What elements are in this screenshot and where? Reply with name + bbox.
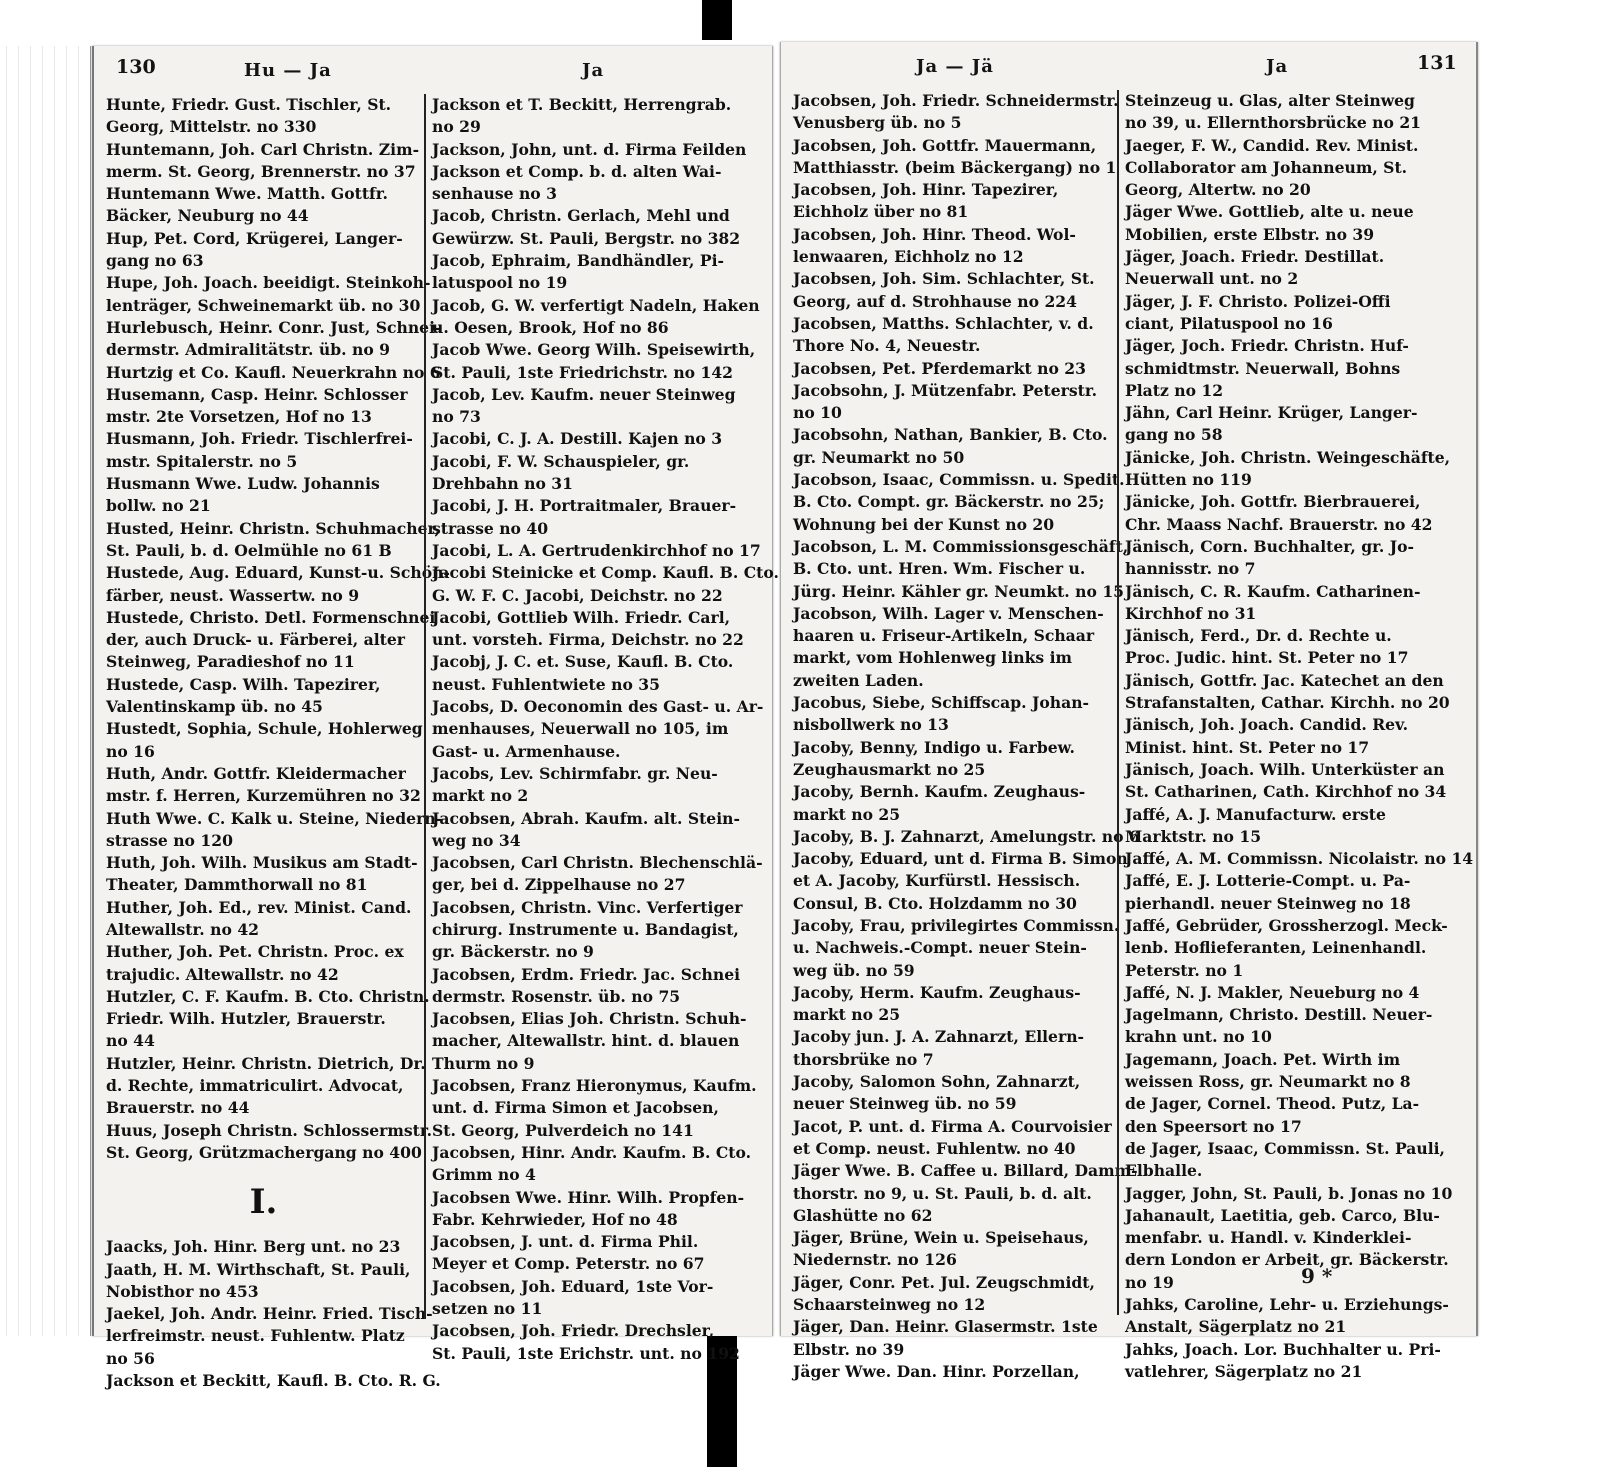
directory-line: Georg, auf d. Strohhause no 224 bbox=[793, 291, 1077, 311]
directory-line: Huth, Joh. Wilh. Musikus am Stadt- bbox=[106, 853, 418, 873]
directory-line: Jacobsen, Franz Hieronymus, Kaufm. bbox=[432, 1076, 757, 1096]
directory-line: nisbollwerk no 13 bbox=[793, 715, 949, 735]
directory-line: Hustede, Casp. Wilh. Tapezirer, bbox=[106, 674, 381, 694]
directory-line: Jacobj, J. C. et. Suse, Kaufl. B. Cto. bbox=[432, 652, 734, 672]
directory-line: Husmann, Joh. Friedr. Tischlerfrei- bbox=[106, 429, 413, 449]
directory-line: no 39, u. Ellernthorsbrücke no 21 bbox=[1125, 113, 1422, 133]
directory-line: Hustedt, Sophia, Schule, Hohlerweg bbox=[106, 719, 423, 739]
directory-line: Meyer et Comp. Peterstr. no 67 bbox=[432, 1254, 705, 1274]
directory-line: St. Georg, Grützmachergang no 400 bbox=[106, 1142, 422, 1162]
directory-line: Schaarsteinweg no 12 bbox=[793, 1295, 986, 1315]
directory-line: Jacoby, Herm. Kaufm. Zeughaus- bbox=[793, 982, 1081, 1002]
directory-line: dermstr. Rosenstr. üb. no 75 bbox=[432, 986, 681, 1006]
directory-line: Jänicke, Joh. Gottfr. Bierbrauerei, bbox=[1125, 492, 1421, 512]
directory-line: Zeughausmarkt no 25 bbox=[793, 759, 986, 779]
directory-line: weg üb. no 59 bbox=[793, 960, 915, 980]
column-header: Ja bbox=[1266, 56, 1289, 77]
directory-line: Jacoby, Frau, privilegirtes Commissn. bbox=[793, 915, 1120, 935]
book-page-edges bbox=[0, 46, 91, 1336]
running-header: Ja — Jä bbox=[916, 56, 994, 77]
left-page-column-2 bbox=[424, 94, 779, 1363]
directory-line: Jürg. Heinr. Kähler gr. Neumkt. no 15 bbox=[793, 581, 1125, 601]
directory-line: mstr. Spitalerstr. no 5 bbox=[106, 451, 298, 471]
directory-line: Jacobi, Gottlieb Wilh. Friedr. Carl, bbox=[432, 607, 731, 627]
directory-line: Jacobus, Siebe, Schiffscap. Johan- bbox=[793, 693, 1090, 713]
directory-line: gr. Neumarkt no 50 bbox=[793, 447, 965, 467]
directory-line: bollw. no 21 bbox=[106, 496, 211, 516]
page-number: 131 bbox=[1417, 52, 1457, 74]
gutter-shadow-top bbox=[702, 0, 732, 40]
directory-line: Elbhalle. bbox=[1125, 1161, 1203, 1181]
directory-line: Jaekel, Joh. Andr. Heinr. Fried. Tisch- bbox=[106, 1304, 433, 1324]
directory-line: dermstr. Admiralitätstr. üb. no 9 bbox=[106, 340, 391, 360]
directory-line: unt. vorsteh. Firma, Deichstr. no 22 bbox=[432, 630, 744, 650]
directory-line: Huntemann, Joh. Carl Christn. Zim- bbox=[106, 139, 420, 159]
entry-list bbox=[432, 94, 779, 1365]
directory-line: B. Cto. unt. Hren. Wm. Fischer u. bbox=[793, 559, 1086, 579]
directory-line: setzen no 11 bbox=[432, 1299, 543, 1319]
directory-line: hannisstr. no 7 bbox=[1125, 559, 1256, 579]
directory-line: lenb. Hoflieferanten, Leinenhandl. bbox=[1125, 938, 1427, 958]
directory-line: Consul, B. Cto. Holzdamm no 30 bbox=[793, 893, 1077, 913]
directory-line: Jahks, Joach. Lor. Buchhalter u. Pri- bbox=[1125, 1339, 1441, 1359]
directory-line: Jacobi, F. W. Schauspieler, gr. bbox=[432, 451, 690, 471]
directory-line: d. Rechte, immatriculirt. Advocat, bbox=[106, 1076, 404, 1096]
directory-line: senhause no 3 bbox=[432, 184, 557, 204]
directory-line: St. Pauli, 1ste Erichstr. unt. no 192 bbox=[432, 1343, 740, 1363]
directory-line: Jacob Wwe. Georg Wilh. Speisewirth, bbox=[432, 340, 756, 360]
directory-line: Marktstr. no 15 bbox=[1125, 826, 1262, 846]
directory-line: trajudic. Altewallstr. no 42 bbox=[106, 964, 339, 984]
directory-line: Huus, Joseph Christn. Schlossermstr. bbox=[106, 1120, 433, 1140]
directory-line: Jacobsen, Elias Joh. Christn. Schuh- bbox=[432, 1009, 747, 1029]
directory-line: Jacobsen, Joh. Hinr. Theod. Wol- bbox=[793, 224, 1076, 244]
directory-line: Jacobson, L. M. Commissionsgeschäft, bbox=[793, 536, 1129, 556]
directory-line: Glashütte no 62 bbox=[793, 1205, 933, 1225]
directory-line: Jänisch, Corn. Buchhalter, gr. Jo- bbox=[1125, 536, 1415, 556]
directory-line: Huther, Joh. Ed., rev. Minist. Cand. bbox=[106, 897, 412, 917]
directory-line: vatlehrer, Sägerplatz no 21 bbox=[1125, 1361, 1363, 1381]
directory-line: Hupe, Joh. Joach. beeidigt. Steinkoh- bbox=[106, 273, 431, 293]
directory-line: gr. Bäckerstr. no 9 bbox=[432, 942, 594, 962]
directory-line: pierhandl. neuer Steinweg no 18 bbox=[1125, 893, 1411, 913]
directory-line: merm. St. Georg, Brennerstr. no 37 bbox=[106, 161, 416, 181]
directory-line: G. W. F. C. Jacobi, Deichstr. no 22 bbox=[432, 585, 723, 605]
directory-line: Jäger, J. F. Christo. Polizei-Offi bbox=[1125, 291, 1391, 311]
directory-line: de Jager, Cornel. Theod. Putz, La- bbox=[1125, 1094, 1420, 1114]
directory-line: Jacobsen, Hinr. Andr. Kaufm. B. Cto. bbox=[432, 1142, 752, 1162]
entry-list bbox=[106, 1236, 441, 1392]
directory-line: no 19 bbox=[1125, 1272, 1174, 1292]
directory-line: et A. Jacoby, Kurfürstl. Hessisch. bbox=[793, 871, 1081, 891]
directory-line: Jacobsen Wwe. Hinr. Wilh. Propfen- bbox=[432, 1187, 745, 1207]
directory-line: Jacobsen, Christn. Vinc. Verfertiger bbox=[432, 897, 743, 917]
directory-line: Jaffé, Gebrüder, Grossherzogl. Meck- bbox=[1125, 915, 1448, 935]
section-letter: I. bbox=[249, 1182, 278, 1223]
directory-line: Jackson et Comp. b. d. alten Wai- bbox=[432, 161, 722, 181]
directory-line: Jaeger, F. W., Candid. Rev. Minist. bbox=[1125, 135, 1419, 155]
directory-line: gang no 63 bbox=[106, 251, 204, 271]
directory-line: St. Catharinen, Cath. Kirchhof no 34 bbox=[1125, 782, 1447, 802]
directory-line: Husmann Wwe. Ludw. Johannis bbox=[106, 474, 380, 494]
directory-line: Jacobsen, Erdm. Friedr. Jac. Schnei bbox=[432, 964, 741, 984]
directory-line: Hurlebusch, Heinr. Conr. Just, Schnei- bbox=[106, 317, 442, 337]
directory-line: Jacobsen, Carl Christn. Blechenschlä- bbox=[432, 853, 763, 873]
directory-line: Jackson, John, unt. d. Firma Feilden bbox=[432, 139, 747, 159]
directory-line: Huntemann Wwe. Matth. Gottfr. bbox=[106, 184, 388, 204]
directory-line: Jacobsen, Joh. Hinr. Tapezirer, bbox=[793, 180, 1059, 200]
directory-line: strasse no 40 bbox=[432, 518, 549, 538]
running-header: Hu — Ja bbox=[244, 60, 332, 81]
directory-line: Jäger, Joach. Friedr. Destillat. bbox=[1125, 247, 1385, 267]
entry-list bbox=[793, 90, 1140, 1383]
directory-line: Jänisch, C. R. Kaufm. Catharinen- bbox=[1125, 581, 1421, 601]
directory-line: Jänisch, Joh. Joach. Candid. Rev. bbox=[1125, 715, 1409, 735]
directory-line: Thurm no 9 bbox=[432, 1053, 535, 1073]
right-page-column-1 bbox=[793, 90, 1140, 1383]
directory-line: Jacobs, D. Oeconomin des Gast- u. Ar- bbox=[432, 697, 764, 717]
directory-line: Jacobsen, Abrah. Kaufm. alt. Stein- bbox=[432, 808, 740, 828]
directory-line: Hütten no 119 bbox=[1125, 470, 1252, 490]
directory-line: chirurg. Instrumente u. Bandagist, bbox=[432, 919, 739, 939]
directory-line: Jacobson, Wilh. Lager v. Menschen- bbox=[793, 603, 1104, 623]
directory-line: St. Pauli, 1ste Friedrichstr. no 142 bbox=[432, 362, 734, 382]
directory-line: Hutzler, Heinr. Christn. Dietrich, Dr. bbox=[106, 1053, 426, 1073]
directory-line: St. Pauli, b. d. Oelmühle no 61 B bbox=[106, 540, 392, 560]
left-page bbox=[92, 46, 779, 1391]
directory-line: Huth Wwe. C. Kalk u. Steine, Niedern- bbox=[106, 808, 443, 828]
right-page bbox=[780, 42, 1478, 1381]
page-number: 130 bbox=[116, 56, 156, 78]
directory-line: no 10 bbox=[793, 403, 842, 423]
directory-line: St. Georg, Pulverdeich no 141 bbox=[432, 1120, 694, 1140]
directory-line: Nobisthor no 453 bbox=[106, 1281, 259, 1301]
directory-line: Eichholz über no 81 bbox=[793, 202, 969, 222]
directory-line: Georg, Mittelstr. no 330 bbox=[106, 117, 317, 137]
directory-line: Neuerwall unt. no 2 bbox=[1125, 269, 1299, 289]
signature-mark: 9 * bbox=[1301, 1264, 1333, 1288]
directory-line: Elbstr. no 39 bbox=[793, 1339, 905, 1359]
directory-line: Hustede, Aug. Eduard, Kunst-u. Schön- bbox=[106, 563, 450, 583]
directory-line: Jäger Wwe. Dan. Hinr. Porzellan, bbox=[793, 1361, 1080, 1381]
directory-line: Jahanault, Laetitia, geb. Carco, Blu- bbox=[1125, 1205, 1440, 1225]
directory-line: u. Nachweis.-Compt. neuer Stein- bbox=[793, 938, 1087, 958]
directory-line: Jacoby jun. J. A. Zahnarzt, Ellern- bbox=[793, 1027, 1085, 1047]
directory-line: der, auch Druck- u. Färberei, alter bbox=[106, 630, 405, 650]
directory-line: Venusberg üb. no 5 bbox=[793, 113, 962, 133]
directory-line: Jacobsen, Joh. Friedr. Schneidermstr. bbox=[793, 91, 1119, 110]
directory-line: lenwaaren, Eichholz no 12 bbox=[793, 247, 1024, 267]
directory-line: no 29 bbox=[432, 117, 481, 137]
directory-line: Kirchhof no 31 bbox=[1125, 603, 1257, 623]
directory-line: Jagger, John, St. Pauli, b. Jonas no 10 bbox=[1125, 1183, 1453, 1203]
directory-line: Jackson et T. Beckitt, Herrengrab. bbox=[432, 95, 732, 114]
directory-line: Jacobi Steinicke et Comp. Kaufl. B. Cto. bbox=[432, 563, 779, 583]
directory-line: Jacobsen, Joh. Eduard, 1ste Vor- bbox=[432, 1276, 714, 1296]
directory-line: Valentinskamp üb. no 45 bbox=[106, 697, 323, 717]
directory-line: no 44 bbox=[106, 1031, 155, 1051]
directory-line: Jänisch, Gottfr. Jac. Katechet an den bbox=[1125, 670, 1444, 690]
directory-line: Jacob, G. W. verfertigt Nadeln, Haken bbox=[432, 295, 760, 315]
directory-line: unt. d. Firma Simon et Jacobsen, bbox=[432, 1098, 719, 1118]
directory-line: Chr. Maass Nachf. Brauerstr. no 42 bbox=[1125, 514, 1433, 534]
directory-line: Jänicke, Joh. Christn. Weingeschäfte, bbox=[1125, 447, 1451, 467]
directory-line: Huth, Andr. Gottfr. Kleidermacher bbox=[106, 763, 406, 783]
directory-line: Jacob, Ephraim, Bandhändler, Pi- bbox=[432, 251, 724, 271]
directory-line: Steinweg, Paradieshof no 11 bbox=[106, 652, 355, 672]
directory-line: Platz no 12 bbox=[1125, 380, 1224, 400]
directory-line: weissen Ross, gr. Neumarkt no 8 bbox=[1125, 1072, 1411, 1092]
directory-line: thorstr. no 9, u. St. Pauli, b. d. alt. bbox=[793, 1183, 1092, 1203]
directory-line: menfabr. u. Handl. v. Kinderklei- bbox=[1125, 1228, 1412, 1248]
directory-line: mstr. f. Herren, Kurzemühren no 32 bbox=[106, 786, 421, 806]
directory-line: Hutzler, C. F. Kaufm. B. Cto. Christn. bbox=[106, 986, 430, 1006]
directory-line: Jäger Wwe. Gottlieb, alte u. neue bbox=[1125, 202, 1414, 222]
directory-line: Jacob, Lev. Kaufm. neuer Steinweg bbox=[432, 384, 736, 404]
directory-line: lerfreimstr. neust. Fuhlentw. Platz bbox=[106, 1326, 405, 1346]
directory-line: markt, vom Hohlenweg links im bbox=[793, 648, 1073, 668]
directory-line: Jacoby, Bernh. Kaufm. Zeughaus- bbox=[793, 782, 1086, 802]
directory-line: Georg, Altertw. no 20 bbox=[1125, 180, 1311, 200]
directory-line: latuspool no 19 bbox=[432, 273, 568, 293]
directory-line: Altewallstr. no 42 bbox=[106, 919, 260, 939]
directory-line: Theater, Dammthorwall no 81 bbox=[106, 875, 368, 895]
directory-line: Jacobsen, Joh. Gottfr. Mauermann, bbox=[793, 135, 1097, 155]
directory-line: Gewürzw. St. Pauli, Bergstr. no 382 bbox=[432, 228, 741, 248]
directory-line: dern London er Arbeit, gr. Bäckerstr. bbox=[1125, 1250, 1449, 1270]
column-header: Ja bbox=[582, 60, 605, 81]
directory-line: Huther, Joh. Pet. Christn. Proc. ex bbox=[106, 942, 404, 962]
directory-line: menhauses, Neuerwall no 105, im bbox=[432, 719, 729, 739]
directory-line: Jäger, Brüne, Wein u. Speisehaus, bbox=[793, 1228, 1089, 1248]
directory-line: Jagemann, Joach. Pet. Wirth im bbox=[1125, 1049, 1401, 1069]
directory-line: markt no 2 bbox=[432, 786, 529, 806]
directory-line: Wohnung bei der Kunst no 20 bbox=[793, 514, 1055, 534]
directory-line: den Speersort no 17 bbox=[1125, 1116, 1302, 1136]
directory-line: Thore No. 4, Neuestr. bbox=[793, 336, 981, 356]
directory-line: zweiten Laden. bbox=[793, 670, 924, 690]
directory-line: Jacobson, Isaac, Commissn. u. Spedit. bbox=[793, 470, 1125, 490]
directory-line: neust. Fuhlentwiete no 35 bbox=[432, 674, 660, 694]
directory-line: Jacobi, J. H. Portraitmaler, Brauer- bbox=[432, 496, 737, 516]
directory-line: Minist. hint. St. Peter no 17 bbox=[1125, 737, 1370, 757]
directory-line: Jacobi, L. A. Gertrudenkirchhof no 17 bbox=[432, 540, 761, 560]
directory-line: färber, neust. Wassertw. no 9 bbox=[106, 585, 360, 605]
directory-line: Jahks, Caroline, Lehr- u. Erziehungs- bbox=[1125, 1295, 1449, 1315]
directory-line: Jäger, Joch. Friedr. Christn. Huf- bbox=[1125, 336, 1409, 356]
directory-line: Jacobsohn, Nathan, Bankier, B. Cto. bbox=[793, 425, 1108, 445]
directory-line: Jacoby, Benny, Indigo u. Farbew. bbox=[793, 737, 1075, 757]
directory-line: Mobilien, erste Elbstr. no 39 bbox=[1125, 224, 1375, 244]
directory-line: Husemann, Casp. Heinr. Schlosser bbox=[106, 384, 408, 404]
directory-line: u. Oesen, Brook, Hof no 86 bbox=[432, 317, 669, 337]
directory-line: Anstalt, Sägerplatz no 21 bbox=[1125, 1317, 1347, 1337]
directory-line: no 73 bbox=[432, 407, 481, 427]
directory-line: ger, bei d. Zippelhause no 27 bbox=[432, 875, 686, 895]
directory-line: Jacot, P. unt. d. Firma A. Courvoisier bbox=[793, 1116, 1112, 1136]
directory-line: Jacobsen, Matths. Schlachter, v. d. bbox=[793, 313, 1094, 333]
directory-line: Jacoby, B. J. Zahnarzt, Amelungstr. no 6 bbox=[793, 826, 1140, 846]
directory-line: B. Cto. Compt. gr. Bäckerstr. no 25; bbox=[793, 492, 1105, 512]
directory-line: Jackson et Beckitt, Kaufl. B. Cto. R. G. bbox=[106, 1371, 441, 1391]
directory-line: Fabr. Kehrwieder, Hof no 48 bbox=[432, 1209, 678, 1229]
directory-line: mstr. 2te Vorsetzen, Hof no 13 bbox=[106, 407, 372, 427]
directory-line: Jänisch, Joach. Wilh. Unterküster an bbox=[1125, 759, 1445, 779]
directory-line: strasse no 120 bbox=[106, 830, 233, 850]
directory-line: schmidtmstr. Neuerwall, Bohns bbox=[1125, 358, 1401, 378]
directory-line: Collaborator am Johanneum, St. bbox=[1125, 157, 1408, 177]
directory-line: Brauerstr. no 44 bbox=[106, 1098, 250, 1118]
directory-line: markt no 25 bbox=[793, 804, 901, 824]
directory-line: neuer Steinweg üb. no 59 bbox=[793, 1094, 1017, 1114]
directory-line: Jaacks, Joh. Hinr. Berg unt. no 23 bbox=[106, 1237, 401, 1257]
directory-line: markt no 25 bbox=[793, 1005, 901, 1025]
directory-line: Jacob, Christn. Gerlach, Mehl und bbox=[432, 206, 730, 226]
directory-line: Drehbahn no 31 bbox=[432, 474, 573, 494]
entry-list bbox=[1125, 90, 1474, 1383]
directory-line: Matthiasstr. (beim Bäckergang) no 1 bbox=[793, 157, 1117, 177]
directory-line: Jaffé, N. J. Makler, Neueburg no 4 bbox=[1125, 982, 1420, 1002]
directory-line: no 56 bbox=[106, 1348, 155, 1368]
directory-line: Husted, Heinr. Christn. Schuhmacher, bbox=[106, 518, 440, 538]
directory-line: thorsbrüke no 7 bbox=[793, 1049, 934, 1069]
directory-line: Niedernstr. no 126 bbox=[793, 1250, 957, 1270]
directory-line: Jähn, Carl Heinr. Krüger, Langer- bbox=[1125, 403, 1418, 423]
directory-line: Jacobsen, Pet. Pferdemarkt no 23 bbox=[793, 358, 1086, 378]
directory-line: Hup, Pet. Cord, Krügerei, Langer- bbox=[106, 228, 403, 248]
directory-line: Jaffé, A. M. Commissn. Nicolaistr. no 14 bbox=[1125, 849, 1474, 869]
directory-line: Hustede, Christo. Detl. Formenschnei bbox=[106, 607, 436, 627]
directory-line: Jäger, Conr. Pet. Jul. Zeugschmidt, bbox=[793, 1272, 1095, 1292]
directory-line: Jacobsen, J. unt. d. Firma Phil. bbox=[432, 1232, 699, 1252]
directory-line: Peterstr. no 1 bbox=[1125, 960, 1244, 980]
directory-line: Hunte, Friedr. Gust. Tischler, St. bbox=[106, 95, 392, 114]
directory-line: haaren u. Friseur-Artikeln, Schaar bbox=[793, 626, 1095, 646]
left-page-column-1 bbox=[106, 94, 450, 1392]
directory-line: no 16 bbox=[106, 741, 155, 761]
directory-line: Jaffé, E. J. Lotterie-Compt. u. Pa- bbox=[1125, 871, 1411, 891]
directory-line: ciant, Pilatuspool no 16 bbox=[1125, 313, 1333, 333]
directory-line: Jacobi, C. J. A. Destill. Kajen no 3 bbox=[432, 429, 723, 449]
directory-line: Jacobs, Lev. Schirmfabr. gr. Neu- bbox=[432, 763, 718, 783]
directory-line: et Comp. neust. Fuhlentw. no 40 bbox=[793, 1138, 1076, 1158]
directory-line: Proc. Judic. hint. St. Peter no 17 bbox=[1125, 648, 1409, 668]
directory-line: macher, Altewallstr. hint. d. blauen bbox=[432, 1031, 740, 1051]
directory-line: Grimm no 4 bbox=[432, 1165, 536, 1185]
directory-line: gang no 58 bbox=[1125, 425, 1223, 445]
directory-line: Jacoby, Eduard, unt d. Firma B. Simon bbox=[793, 849, 1128, 869]
directory-line: Jagelmann, Christo. Destill. Neuer- bbox=[1125, 1005, 1433, 1025]
directory-line: Jäger, Dan. Heinr. Glasermstr. 1ste bbox=[793, 1317, 1098, 1337]
directory-line: Jaath, H. M. Wirthschaft, St. Pauli, bbox=[106, 1259, 411, 1279]
directory-line: Jänisch, Ferd., Dr. d. Rechte u. bbox=[1125, 626, 1392, 646]
directory-line: de Jager, Isaac, Commissn. St. Pauli, bbox=[1125, 1138, 1445, 1158]
directory-line: Jäger Wwe. B. Caffee u. Billard, Damm- bbox=[793, 1161, 1138, 1181]
right-page-column-2 bbox=[1117, 90, 1474, 1381]
directory-line: Jacobsen, Joh. Friedr. Drechsler, bbox=[432, 1321, 715, 1341]
directory-line: Gast- u. Armenhause. bbox=[432, 741, 621, 761]
entry-list bbox=[106, 94, 450, 1164]
directory-line: krahn unt. no 10 bbox=[1125, 1027, 1272, 1047]
directory-line: Hurtzig et Co. Kaufl. Neuerkrahn no 6 bbox=[106, 362, 441, 382]
directory-line: Strafanstalten, Cathar. Kirchh. no 20 bbox=[1125, 693, 1450, 713]
directory-line: Jacobsohn, J. Mützenfabr. Peterstr. bbox=[793, 380, 1098, 400]
directory-line: weg no 34 bbox=[432, 830, 521, 850]
directory-line: lenträger, Schweinemarkt üb. no 30 bbox=[106, 295, 421, 315]
directory-line: Jacobsen, Joh. Sim. Schlachter, St. bbox=[793, 269, 1095, 289]
directory-line: Steinzeug u. Glas, alter Steinweg bbox=[1125, 91, 1415, 110]
directory-line: Jaffé, A. J. Manufacturw. erste bbox=[1125, 804, 1386, 824]
directory-line: Friedr. Wilh. Hutzler, Brauerstr. bbox=[106, 1009, 386, 1029]
directory-line: Bäcker, Neuburg no 44 bbox=[106, 206, 309, 226]
directory-line: Jacoby, Salomon Sohn, Zahnarzt, bbox=[793, 1072, 1081, 1092]
